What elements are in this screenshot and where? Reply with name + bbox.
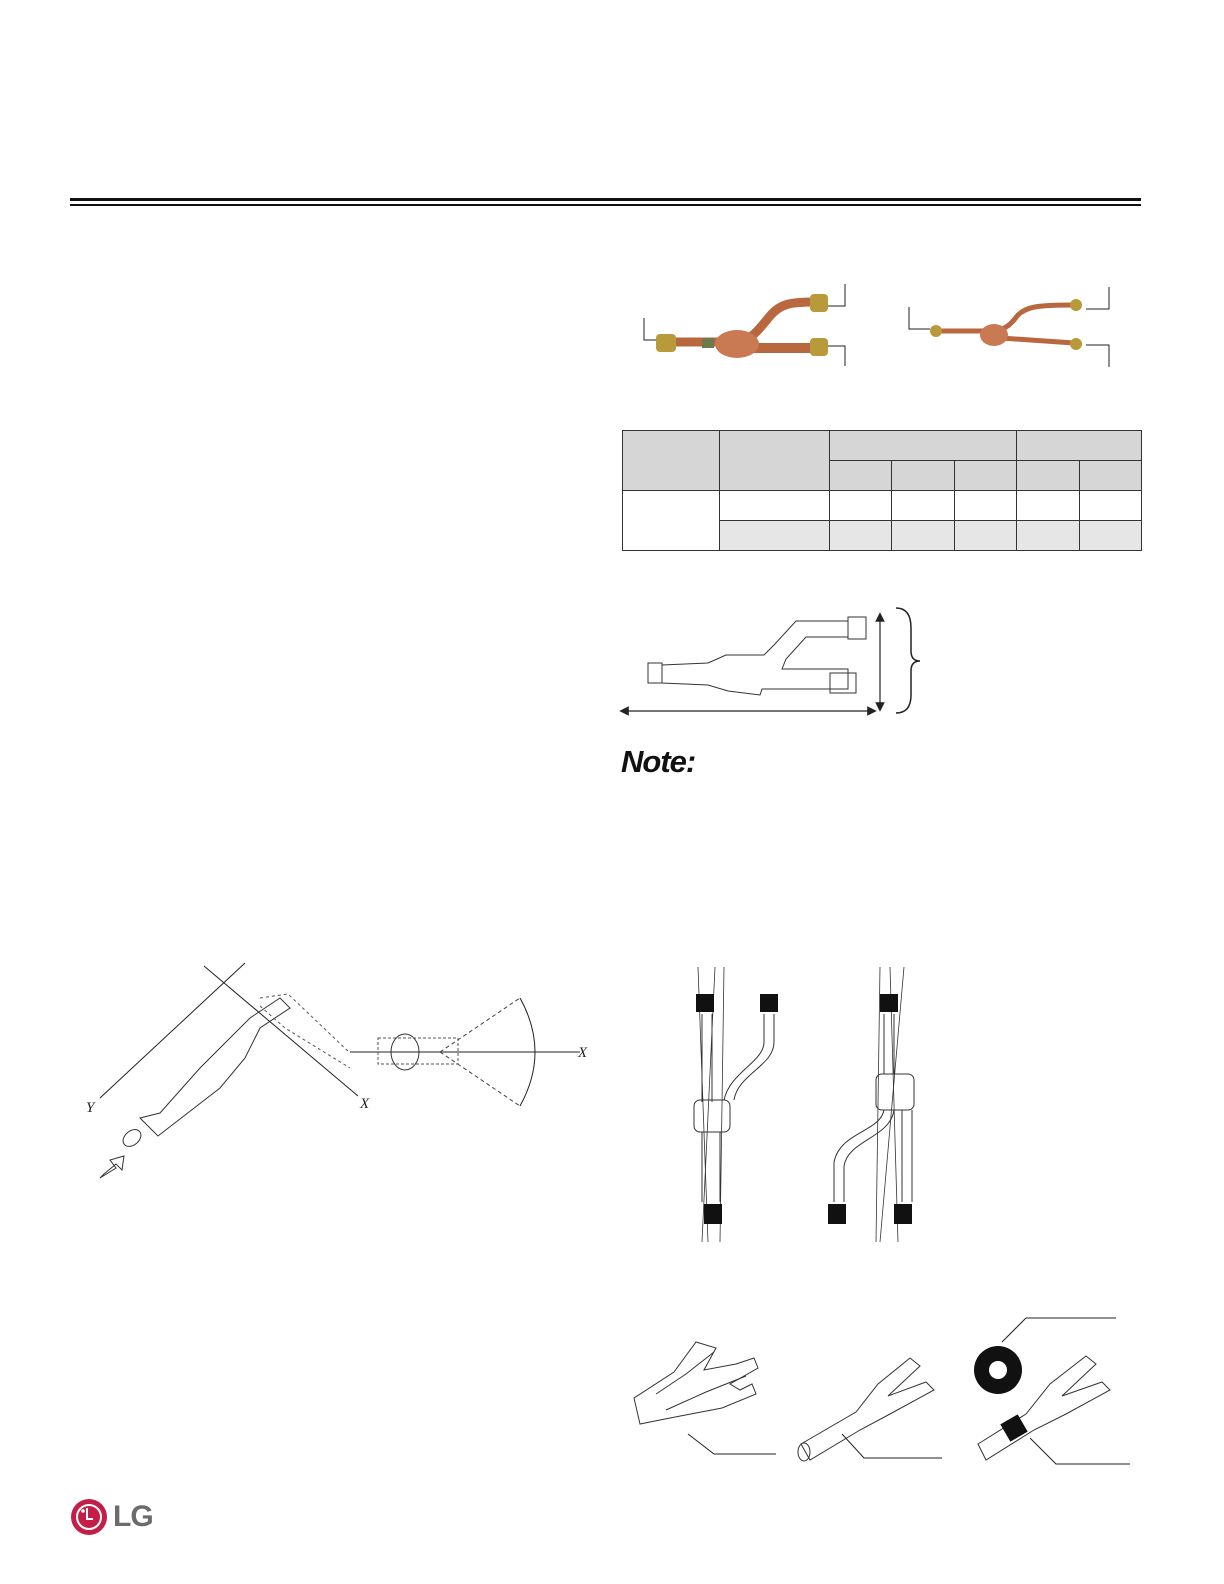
table-cell	[1079, 521, 1141, 551]
table-cell	[954, 491, 1016, 521]
header-sub-5	[1079, 461, 1141, 491]
insulation-step-drawings	[626, 1312, 1136, 1472]
header-rule-bottom	[70, 204, 1141, 206]
axis-label-y: Y	[86, 1100, 95, 1116]
table-cell	[830, 521, 892, 551]
header-model	[623, 431, 720, 491]
header-type	[720, 431, 830, 491]
axis-label-x-right: X	[578, 1045, 588, 1061]
header-rule-top	[70, 198, 1141, 201]
note-heading: Note:	[621, 744, 696, 779]
table-cell	[1079, 491, 1141, 521]
y-branch-orientation-drawings	[680, 962, 925, 1244]
table-cell	[623, 491, 720, 551]
table-cell	[954, 521, 1016, 551]
installation-axis-diagram	[80, 958, 600, 1188]
lg-logo	[70, 1497, 160, 1539]
table-row	[623, 491, 1142, 521]
dimension-table	[622, 430, 1142, 551]
y-branch-photo-small	[906, 285, 1116, 367]
y-branch-photo-large	[640, 282, 855, 370]
header-sub-2	[892, 461, 954, 491]
header-group-a	[830, 431, 1016, 461]
lg-logo-mark-icon	[70, 1497, 108, 1537]
table-cell	[1016, 491, 1079, 521]
y-branch-dimension-drawing	[616, 603, 926, 718]
table-cell	[720, 491, 830, 521]
lg-logo-text: LG	[113, 1500, 153, 1533]
table-cell	[892, 521, 954, 551]
table-cell	[830, 491, 892, 521]
header-group-b	[1016, 431, 1141, 461]
header-sub-3	[954, 461, 1016, 491]
axis-label-x-left: X	[360, 1096, 370, 1112]
table-cell	[1016, 521, 1079, 551]
table-cell	[892, 491, 954, 521]
header-sub-1	[830, 461, 892, 491]
table-cell	[720, 521, 830, 551]
header-sub-4	[1016, 461, 1079, 491]
